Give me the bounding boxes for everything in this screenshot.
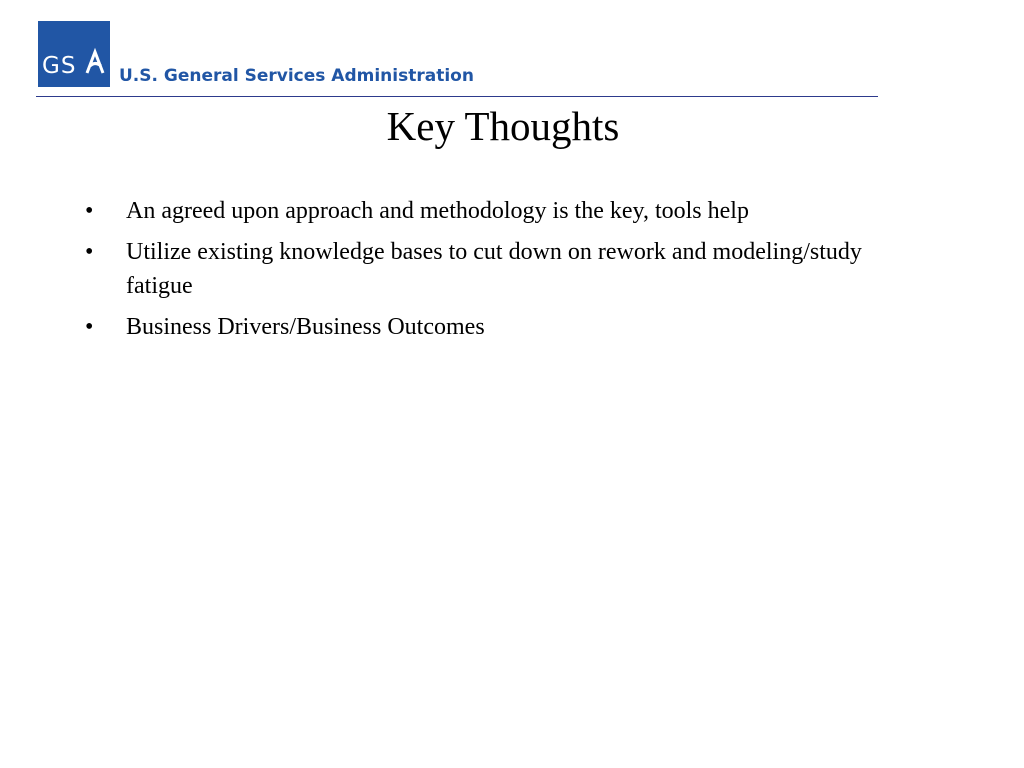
svg-text:GS: GS [42, 53, 77, 79]
bullet-item [85, 194, 865, 228]
bullet-marker: • [85, 198, 94, 224]
bullet-text: An agreed upon approach and methodology is the key, tools help [126, 198, 749, 224]
bullet-marker: • [85, 314, 94, 340]
bullet-item [85, 310, 865, 344]
bullet-text: Business Drivers/Business Outcomes [126, 314, 485, 340]
header-divider [36, 96, 878, 97]
slide-title: Key Thoughts [386, 103, 620, 149]
bullet-marker: • [85, 239, 94, 265]
gsa-logo [38, 21, 110, 87]
organization-name: U.S. General Services Administration [119, 66, 474, 86]
bullet-item [85, 235, 865, 303]
gsa-logo-mark [38, 21, 110, 87]
bullet-list [85, 194, 865, 351]
bullet-text: Utilize existing knowledge bases to cut down on rework and modeling/study fatigue [126, 239, 862, 299]
